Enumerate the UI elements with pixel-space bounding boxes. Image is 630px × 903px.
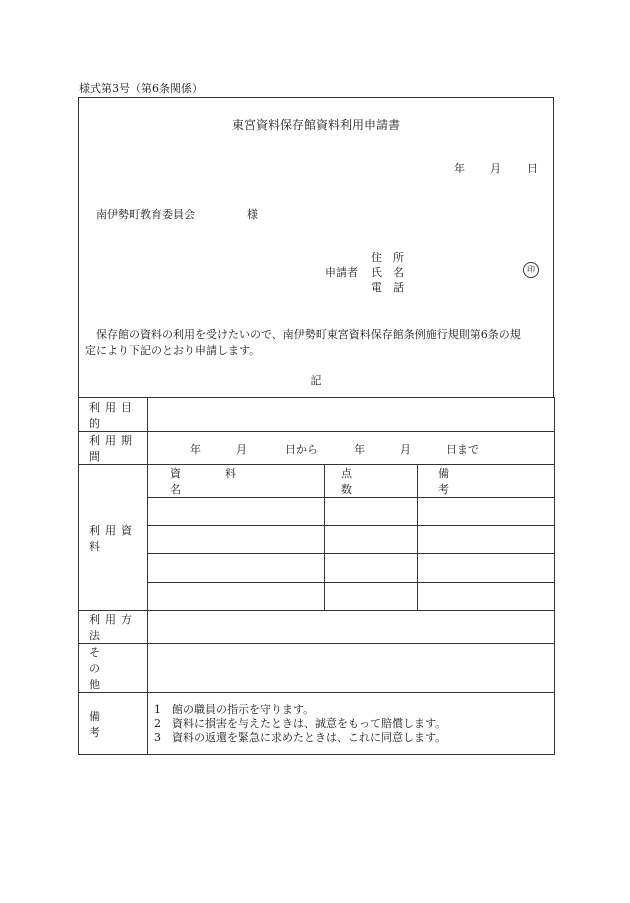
period-year-start: 年 (190, 443, 201, 456)
method-field[interactable] (148, 611, 555, 644)
row-materials-header (79, 465, 555, 498)
materials-header-count-text: 点数 (341, 467, 390, 496)
applicant-label: 申請者 (325, 266, 358, 279)
material-name-cell[interactable] (148, 554, 325, 583)
other-field[interactable] (148, 644, 555, 693)
remarks-label (79, 693, 148, 755)
material-count-cell[interactable] (325, 583, 418, 611)
period-year-end: 年 (354, 443, 365, 456)
material-name-cell[interactable] (148, 526, 325, 554)
period-month-start: 月 (236, 443, 247, 456)
materials-label (79, 465, 148, 611)
form-number: 様式第3号（第6条関係） (79, 82, 203, 95)
remarks-label-text: 備考 (89, 709, 134, 739)
material-count-cell[interactable] (325, 554, 418, 583)
purpose-field[interactable] (148, 398, 555, 432)
material-remarks-cell[interactable] (418, 498, 555, 526)
notes-cell (148, 693, 555, 755)
materials-label-text: 利用資料 (89, 523, 137, 553)
date-year: 年 (454, 162, 465, 175)
addressee-honorific: 様 (247, 208, 258, 221)
material-count-cell[interactable] (325, 498, 418, 526)
period-day-start: 日から (285, 443, 318, 456)
materials-row (79, 498, 555, 526)
note-item: 3 資料の返還を緊急に求めたときは、これに同意します。 (154, 730, 447, 744)
method-label (79, 611, 148, 644)
period-label-text: 利用期間 (89, 434, 137, 463)
material-remarks-cell[interactable] (418, 554, 555, 583)
period-month-end: 月 (400, 443, 411, 456)
materials-row (79, 554, 555, 583)
purpose-label-text: 利用目的 (89, 400, 137, 430)
form-title: 東宮資料保存館資料利用申請書 (231, 118, 400, 132)
row-other (79, 644, 555, 693)
purpose-label (79, 398, 148, 432)
material-name-cell[interactable] (148, 498, 325, 526)
materials-row (79, 583, 555, 611)
other-label-text: その他 (89, 646, 114, 691)
material-count-cell[interactable] (325, 526, 418, 554)
phone-label: 電 話 (371, 281, 404, 294)
date-day: 日 (527, 162, 538, 175)
materials-row (79, 526, 555, 554)
materials-header-remarks-text: 備考 (438, 467, 527, 496)
row-method (79, 611, 555, 644)
seal-icon: 印 (523, 262, 539, 278)
method-label-text: 利用方法 (89, 613, 137, 642)
material-name-cell[interactable] (148, 583, 325, 611)
period-day-end: 日まで (446, 443, 479, 456)
material-remarks-cell[interactable] (418, 526, 555, 554)
materials-header-remarks (418, 465, 555, 498)
date-month: 月 (490, 162, 501, 175)
materials-header-name-text: 資料名 (170, 467, 280, 496)
row-period (79, 432, 555, 465)
application-table (78, 397, 555, 755)
application-header-frame (78, 97, 554, 398)
period-label (79, 432, 148, 465)
row-remarks (79, 693, 555, 755)
address-label: 住 所 (371, 251, 404, 264)
note-item: 2 資料に損害を与えたときは、誠意をもって賠償します。 (154, 716, 447, 730)
addressee-name: 南伊勢町教育委員会 (96, 208, 195, 221)
name-label: 氏 名 (371, 266, 404, 279)
ki-label: 記 (310, 374, 322, 387)
period-field[interactable] (148, 432, 555, 465)
note-item: 1 館の職員の指示を守ります。 (154, 702, 315, 716)
materials-header-count (325, 465, 418, 498)
materials-header-name (148, 465, 325, 498)
body-text-line-2: 定により下記のとおり申請します。 (85, 344, 261, 357)
row-purpose (79, 398, 555, 432)
material-remarks-cell[interactable] (418, 583, 555, 611)
body-text-line-1: 保存館の資料の利用を受けたいので、南伊勢町東宮資料保存館条例施行規則第6条の規 (96, 328, 521, 341)
other-label (79, 644, 148, 693)
